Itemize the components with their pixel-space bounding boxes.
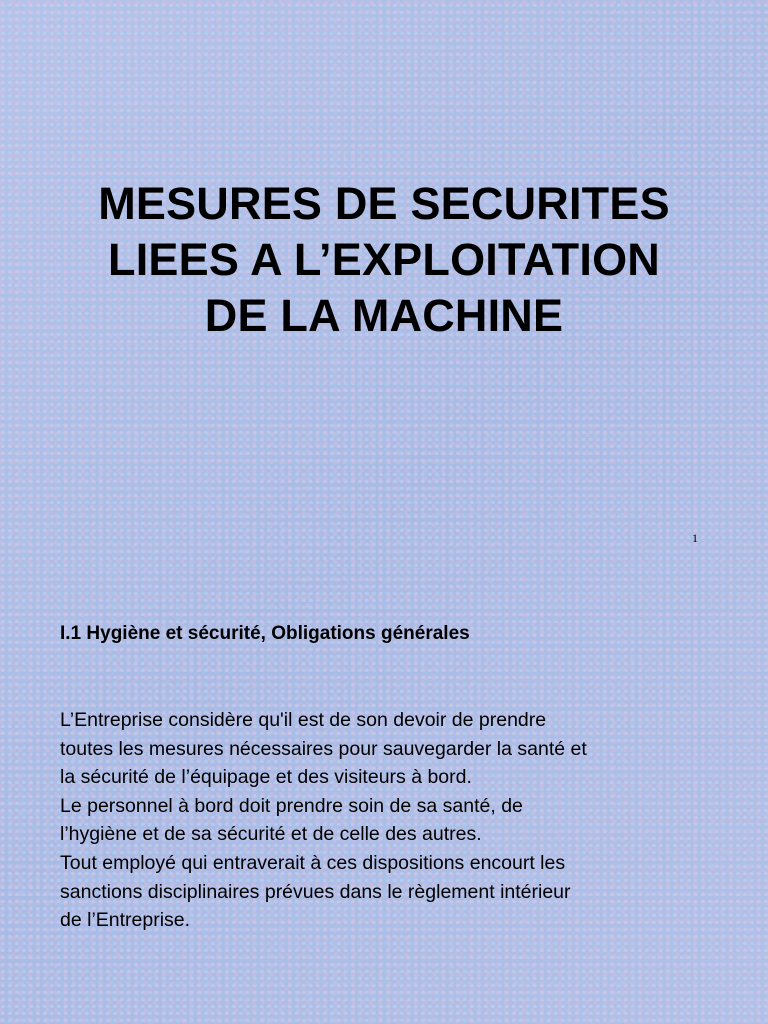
page-number: 1 [692, 531, 698, 545]
body-line: L’Entreprise considère qu'il est de son devoir de prendre [60, 709, 547, 731]
slide-title-line-1: MESURES DE SECURITES [98, 178, 670, 229]
body-line: la sécurité de l’équipage et des visiteurs à bord. [60, 766, 472, 789]
body-line: sanctions disciplinaires prévues dans le règlement intérieur [60, 880, 571, 903]
body-line: l’hygiène et de sa sécurité et de celle des autres. [60, 823, 482, 846]
body-paragraph [60, 706, 740, 935]
body-line: de l’Entreprise. [60, 909, 191, 932]
slide-title-line-2: LIEES A L’EXPLOITATION [108, 234, 660, 285]
slide-content-page [0, 560, 768, 1024]
body-line: toutes les mesures nécessaires pour sauvegarder la santé et [60, 737, 587, 760]
slide-title [40, 176, 728, 344]
section-heading: I.1 Hygiène et sécurité, Obligations générales [60, 623, 470, 644]
slide-title-line-3: DE LA MACHINE [204, 290, 564, 341]
body-line: Tout employé qui entraverait à ces dispositions encourt les [60, 851, 566, 874]
body-line: Le personnel à bord doit prendre soin de sa santé, de [60, 794, 523, 817]
